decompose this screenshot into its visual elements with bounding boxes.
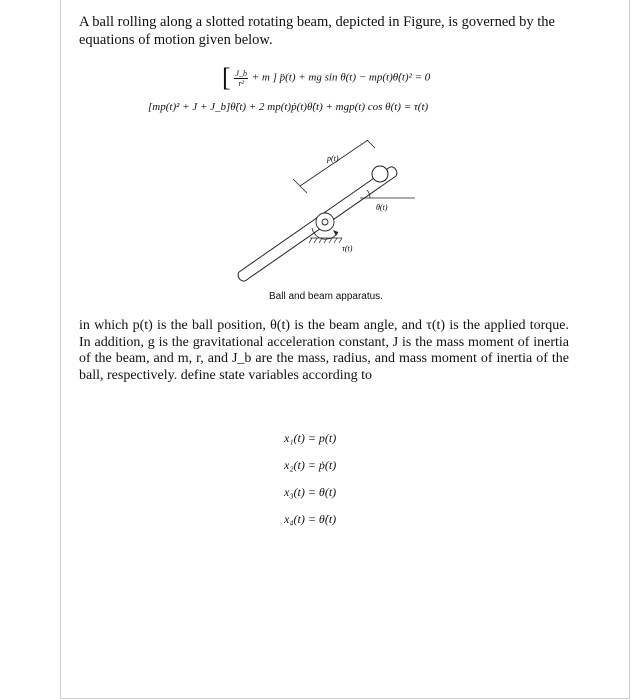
state-variable-3: x₃(t) = θ(t) <box>284 485 337 499</box>
body-paragraph: in which p(t) is the ball position, θ(t) is the beam angle, and τ(t) is the applied torque. In addition, g is the gravitational acceleration constant, J is the mass moment of inertia of the beam, and m, r, and J_b are the mass, radius, and mass moment of inertia of the ball, respectively. define state variables according to <box>79 318 569 384</box>
ball <box>372 166 388 182</box>
equation-1-fraction <box>234 69 248 88</box>
intro-paragraph: A ball rolling along a slotted rotating beam, depicted in Figure, is governed by the equations of motion given below. <box>79 14 555 48</box>
figure-caption: Ball and beam apparatus. <box>269 291 383 302</box>
angle-arc <box>367 190 370 198</box>
equation-1 <box>222 63 431 92</box>
ground-hatch <box>309 238 342 243</box>
ball-and-beam-diagram <box>230 140 420 285</box>
equation-1-rest: + m ] p̈(t) + mg sin θ(t) − mp(t)θ̇(t)² = 0 <box>251 71 431 84</box>
state-variable-4: x₄(t) = θ̇(t) <box>284 512 337 526</box>
state-variable-1: x₁(t) = p(t) <box>284 431 337 445</box>
label-position: p(t) <box>327 154 339 163</box>
equation-1-denominator: r² <box>238 78 244 88</box>
equation-2: [mp(t)² + J + J_b]θ̈(t) + 2 mp(t)ṗ(t)θ̇(t) + mgp(t) cos θ(t) = τ(t) <box>148 101 429 113</box>
label-torque: τ(t) <box>342 244 353 253</box>
equation-1-open-bracket: [ <box>222 63 231 92</box>
pivot-hub <box>322 219 328 225</box>
equation-1-numerator: J_b <box>235 68 247 78</box>
state-variable-2: x₂(t) = ṗ(t) <box>284 458 337 472</box>
position-dimension-line <box>293 140 375 193</box>
label-angle: θ(t) <box>376 203 388 212</box>
